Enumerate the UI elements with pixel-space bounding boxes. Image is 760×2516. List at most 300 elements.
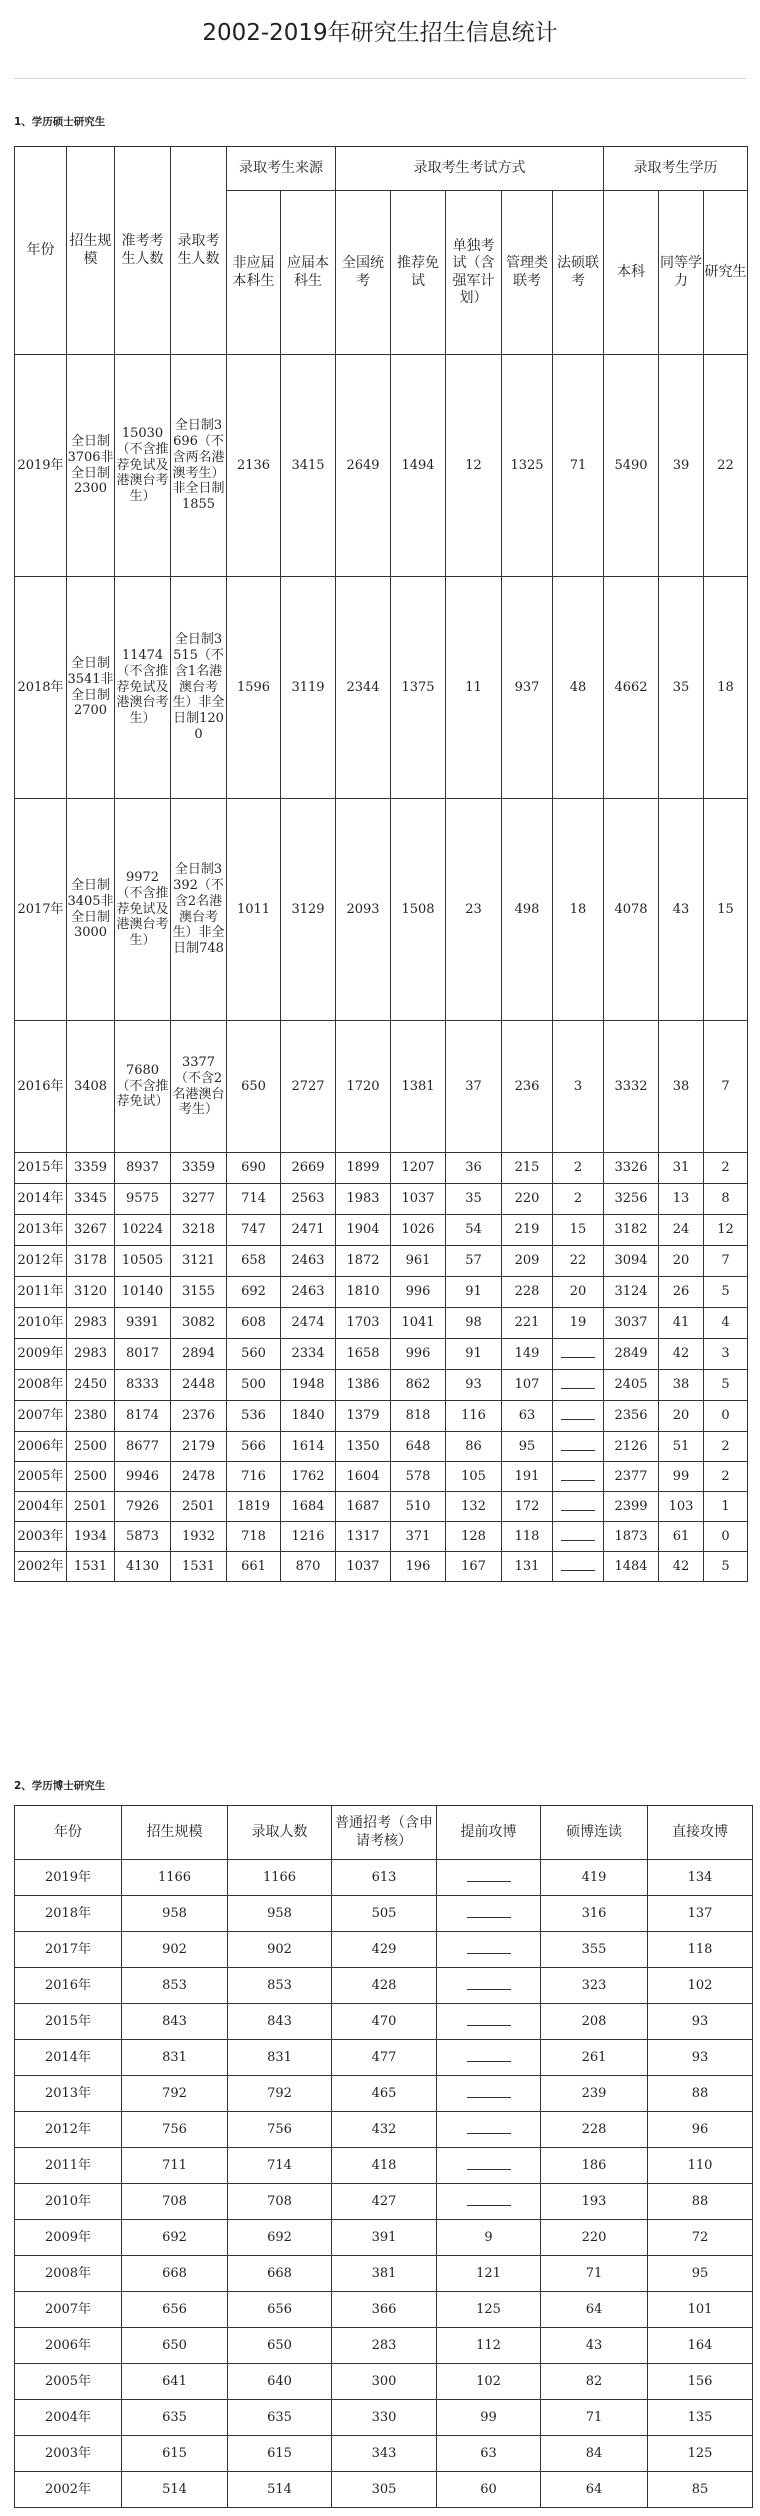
masters-cell-admitted: 2376: [171, 1401, 227, 1432]
masters-cell-year: 2017年: [15, 799, 67, 1021]
masters-cell-equivalent: 26: [659, 1277, 704, 1308]
masters-cell-plan: 3359: [67, 1153, 115, 1184]
masters-cell-separate: 37: [446, 1021, 502, 1153]
masters-cell-separate: 91: [446, 1339, 502, 1370]
doctoral-cell-regular: 305: [332, 2472, 437, 2508]
doctoral-cell-early: 9: [437, 2220, 541, 2256]
masters-cell-non-fresh: 608: [227, 1308, 281, 1339]
masters-cell-management: 209: [502, 1246, 553, 1277]
doctoral-cell-year: 2017年: [15, 1932, 122, 1968]
masters-cell-plan: 3345: [67, 1184, 115, 1215]
masters-cell-graduate: 15: [704, 799, 748, 1021]
masters-cell-year: 2003年: [15, 1522, 67, 1552]
masters-cell-non-fresh: 658: [227, 1246, 281, 1277]
masters-section-title: 1、学历硕士研究生: [14, 116, 106, 128]
masters-cell-fresh: 2474: [281, 1308, 336, 1339]
masters-cell-year: 2004年: [15, 1492, 67, 1522]
doctoral-cell-year: 2011年: [15, 2148, 122, 2184]
doctoral-cell-direct: 102: [648, 1968, 753, 2004]
doctoral-cell-admitted: 708: [228, 2184, 332, 2220]
masters-cell-fresh: 2471: [281, 1215, 336, 1246]
table-row: [15, 2004, 753, 2040]
table-row: [15, 2040, 753, 2076]
masters-cell-separate: 12: [446, 355, 502, 577]
masters-cell-equivalent: 42: [659, 1339, 704, 1370]
masters-cell-non-fresh: 661: [227, 1552, 281, 1582]
masters-cell-separate: 93: [446, 1370, 502, 1401]
doctoral-cell-admitted: 635: [228, 2400, 332, 2436]
masters-cell-bachelor: 3037: [604, 1308, 659, 1339]
masters-cell-unified: 1604: [336, 1462, 391, 1492]
masters-cell-equivalent: 103: [659, 1492, 704, 1522]
table-row: [15, 2328, 753, 2364]
doctoral-cell-regular: 366: [332, 2292, 437, 2328]
masters-header-plan: 招生规模: [67, 147, 115, 355]
masters-cell-admitted: 3359: [171, 1153, 227, 1184]
doctoral-cell-early: [437, 2004, 541, 2040]
doctoral-cell-direct: 118: [648, 1932, 753, 1968]
doctoral-cell-year: 2012年: [15, 2112, 122, 2148]
masters-cell-law: 3: [553, 1021, 604, 1153]
masters-cell-year: 2013年: [15, 1215, 67, 1246]
masters-cell-law: 20: [553, 1277, 604, 1308]
doctoral-cell-admitted: 650: [228, 2328, 332, 2364]
masters-cell-management: 107: [502, 1370, 553, 1401]
masters-cell-year: 2016年: [15, 1021, 67, 1153]
masters-cell-bachelor: 2126: [604, 1432, 659, 1462]
table-row: [15, 1462, 748, 1492]
masters-cell-bachelor: 2405: [604, 1370, 659, 1401]
doctoral-cell-admitted: 853: [228, 1968, 332, 2004]
masters-cell-separate: 57: [446, 1246, 502, 1277]
masters-cell-plan: 2983: [67, 1339, 115, 1370]
masters-cell-year: 2019年: [15, 355, 67, 577]
masters-cell-fresh: 1840: [281, 1401, 336, 1432]
table-row: [15, 2220, 753, 2256]
masters-cell-law: [553, 1401, 604, 1432]
masters-cell-equivalent: 24: [659, 1215, 704, 1246]
masters-cell-plan: 3120: [67, 1277, 115, 1308]
doctoral-cell-year: 2018年: [15, 1896, 122, 1932]
doctoral-cell-successive: 43: [541, 2328, 648, 2364]
doctoral-cell-year: 2015年: [15, 2004, 122, 2040]
doctoral-cell-direct: 164: [648, 2328, 753, 2364]
doctoral-cell-regular: 427: [332, 2184, 437, 2220]
doctoral-cell-plan: 615: [122, 2436, 228, 2472]
masters-cell-separate: 36: [446, 1153, 502, 1184]
masters-cell-equivalent: 99: [659, 1462, 704, 1492]
masters-cell-law: [553, 1370, 604, 1401]
masters-cell-admitted: 全日制3392（不含2名港澳台考生）非全日制748: [171, 799, 227, 1021]
doctoral-section-title: 2、学历博士研究生: [14, 1780, 106, 1792]
doctoral-cell-year: 2005年: [15, 2364, 122, 2400]
masters-cell-management: 1325: [502, 355, 553, 577]
empty-dash: [467, 2089, 511, 2098]
masters-cell-fresh: 1762: [281, 1462, 336, 1492]
empty-dash: [467, 1981, 511, 1990]
masters-cell-bachelor: 3256: [604, 1184, 659, 1215]
masters-header-source-group: 录取考生来源: [227, 147, 336, 191]
masters-cell-applicants: 9972（不含推荐免试及港澳台考生）: [115, 799, 171, 1021]
masters-cell-fresh: 2563: [281, 1184, 336, 1215]
masters-cell-applicants: 9575: [115, 1184, 171, 1215]
masters-header-applicants: 准考考生人数: [115, 147, 171, 355]
doctoral-cell-admitted: 656: [228, 2292, 332, 2328]
masters-header-recommend: 推荐免试: [391, 191, 446, 355]
masters-cell-applicants: 8174: [115, 1401, 171, 1432]
masters-cell-recommend: 1381: [391, 1021, 446, 1153]
masters-cell-year: 2015年: [15, 1153, 67, 1184]
masters-header-separate: 单独考试（含强军计划）: [446, 191, 502, 355]
masters-cell-recommend: 510: [391, 1492, 446, 1522]
doctoral-cell-plan: 853: [122, 1968, 228, 2004]
doctoral-cell-regular: 330: [332, 2400, 437, 2436]
masters-cell-non-fresh: 690: [227, 1153, 281, 1184]
doctoral-cell-plan: 792: [122, 2076, 228, 2112]
masters-cell-applicants: 9391: [115, 1308, 171, 1339]
masters-cell-plan: 全日制3706非全日制2300: [67, 355, 115, 577]
doctoral-cell-regular: 283: [332, 2328, 437, 2364]
masters-cell-bachelor: 3326: [604, 1153, 659, 1184]
doctoral-cell-year: 2004年: [15, 2400, 122, 2436]
table-row: [15, 1552, 748, 1582]
masters-header-management: 管理类联考: [502, 191, 553, 355]
doctoral-header-plan: 招生规模: [122, 1806, 228, 1860]
doctoral-cell-plan: 708: [122, 2184, 228, 2220]
masters-cell-plan: 2380: [67, 1401, 115, 1432]
masters-cell-law: 22: [553, 1246, 604, 1277]
doctoral-cell-admitted: 792: [228, 2076, 332, 2112]
masters-cell-admitted: 2448: [171, 1370, 227, 1401]
masters-cell-graduate: 4: [704, 1308, 748, 1339]
doctoral-cell-regular: 391: [332, 2220, 437, 2256]
masters-cell-bachelor: 3332: [604, 1021, 659, 1153]
empty-dash: [561, 1411, 595, 1420]
table-row: [15, 355, 748, 577]
masters-cell-fresh: 1948: [281, 1370, 336, 1401]
masters-cell-applicants: 7680（不含推荐免试）: [115, 1021, 171, 1153]
doctoral-cell-admitted: 958: [228, 1896, 332, 1932]
table-row: [15, 1277, 748, 1308]
doctoral-cell-regular: 505: [332, 1896, 437, 1932]
masters-cell-graduate: 8: [704, 1184, 748, 1215]
masters-cell-equivalent: 51: [659, 1432, 704, 1462]
masters-cell-management: 118: [502, 1522, 553, 1552]
doctoral-cell-regular: 432: [332, 2112, 437, 2148]
doctoral-cell-plan: 756: [122, 2112, 228, 2148]
top-divider: [14, 78, 746, 79]
doctoral-cell-plan: 958: [122, 1896, 228, 1932]
doctoral-cell-successive: 64: [541, 2292, 648, 2328]
doctoral-cell-early: [437, 2076, 541, 2112]
masters-cell-equivalent: 41: [659, 1308, 704, 1339]
masters-cell-non-fresh: 566: [227, 1432, 281, 1462]
doctoral-cell-early: [437, 1896, 541, 1932]
masters-cell-applicants: 15030（不含推荐免试及港澳台考生）: [115, 355, 171, 577]
doctoral-cell-direct: 137: [648, 1896, 753, 1932]
doctoral-cell-successive: 316: [541, 1896, 648, 1932]
masters-cell-year: 2009年: [15, 1339, 67, 1370]
masters-cell-applicants: 11474（不含推荐免试及港澳台考生）: [115, 577, 171, 799]
masters-cell-separate: 91: [446, 1277, 502, 1308]
table-row: [15, 577, 748, 799]
masters-cell-recommend: 961: [391, 1246, 446, 1277]
doctoral-cell-year: 2006年: [15, 2328, 122, 2364]
masters-cell-separate: 98: [446, 1308, 502, 1339]
table-row: [15, 1968, 753, 2004]
masters-cell-recommend: 1508: [391, 799, 446, 1021]
masters-cell-plan: 3178: [67, 1246, 115, 1277]
empty-dash: [467, 1873, 511, 1882]
masters-cell-recommend: 1494: [391, 355, 446, 577]
table-row: [15, 2256, 753, 2292]
masters-cell-graduate: 7: [704, 1021, 748, 1153]
doctoral-cell-plan: 902: [122, 1932, 228, 1968]
masters-cell-non-fresh: 714: [227, 1184, 281, 1215]
masters-cell-equivalent: 13: [659, 1184, 704, 1215]
doctoral-cell-direct: 93: [648, 2040, 753, 2076]
masters-cell-year: 2012年: [15, 1246, 67, 1277]
doctoral-cell-early: [437, 1968, 541, 2004]
empty-dash: [467, 2125, 511, 2134]
doctoral-cell-admitted: 714: [228, 2148, 332, 2184]
empty-dash: [561, 1562, 595, 1571]
masters-cell-recommend: 1041: [391, 1308, 446, 1339]
empty-dash: [561, 1442, 595, 1451]
masters-cell-admitted: 1531: [171, 1552, 227, 1582]
masters-cell-non-fresh: 692: [227, 1277, 281, 1308]
masters-header-bachelor: 本科: [604, 191, 659, 355]
masters-cell-bachelor: 3182: [604, 1215, 659, 1246]
masters-cell-management: 221: [502, 1308, 553, 1339]
masters-cell-applicants: 9946: [115, 1462, 171, 1492]
masters-cell-recommend: 862: [391, 1370, 446, 1401]
masters-cell-management: 215: [502, 1153, 553, 1184]
masters-cell-non-fresh: 718: [227, 1522, 281, 1552]
doctoral-cell-admitted: 831: [228, 2040, 332, 2076]
doctoral-cell-regular: 613: [332, 1860, 437, 1896]
masters-cell-year: 2010年: [15, 1308, 67, 1339]
masters-cell-plan: 3267: [67, 1215, 115, 1246]
doctoral-cell-year: 2008年: [15, 2256, 122, 2292]
table-row: [15, 2184, 753, 2220]
masters-cell-year: 2014年: [15, 1184, 67, 1215]
masters-cell-separate: 23: [446, 799, 502, 1021]
empty-dash: [467, 2197, 511, 2206]
table-row: [15, 2436, 753, 2472]
masters-cell-bachelor: 3094: [604, 1246, 659, 1277]
table-row: [15, 2148, 753, 2184]
doctoral-cell-direct: 95: [648, 2256, 753, 2292]
masters-cell-separate: 35: [446, 1184, 502, 1215]
table-row: [15, 2292, 753, 2328]
masters-cell-recommend: 818: [391, 1401, 446, 1432]
masters-cell-plan: 1934: [67, 1522, 115, 1552]
doctoral-cell-direct: 156: [648, 2364, 753, 2400]
table-row: [15, 2400, 753, 2436]
doctoral-cell-early: 112: [437, 2328, 541, 2364]
masters-header-method-group: 录取考生考试方式: [336, 147, 604, 191]
masters-cell-law: 2: [553, 1184, 604, 1215]
empty-dash: [467, 1945, 511, 1954]
masters-cell-unified: 1317: [336, 1522, 391, 1552]
doctoral-cell-early: [437, 2184, 541, 2220]
masters-cell-fresh: 3415: [281, 355, 336, 577]
masters-cell-management: 236: [502, 1021, 553, 1153]
masters-cell-unified: 1379: [336, 1401, 391, 1432]
doctoral-cell-admitted: 692: [228, 2220, 332, 2256]
masters-cell-law: [553, 1492, 604, 1522]
masters-cell-recommend: 996: [391, 1277, 446, 1308]
masters-cell-management: 220: [502, 1184, 553, 1215]
doctoral-header-regular: 普通招考（含申请考核）: [332, 1806, 437, 1860]
doctoral-cell-regular: 300: [332, 2364, 437, 2400]
masters-cell-bachelor: 2356: [604, 1401, 659, 1432]
masters-cell-management: 191: [502, 1462, 553, 1492]
doctoral-cell-year: 2019年: [15, 1860, 122, 1896]
doctoral-cell-successive: 239: [541, 2076, 648, 2112]
doctoral-cell-plan: 635: [122, 2400, 228, 2436]
doctoral-header-admitted: 录取人数: [228, 1806, 332, 1860]
doctoral-cell-year: 2003年: [15, 2436, 122, 2472]
doctoral-cell-early: [437, 2112, 541, 2148]
masters-cell-law: 48: [553, 577, 604, 799]
masters-cell-unified: 1037: [336, 1552, 391, 1582]
masters-cell-admitted: 3082: [171, 1308, 227, 1339]
doctoral-cell-early: 121: [437, 2256, 541, 2292]
masters-cell-graduate: 2: [704, 1153, 748, 1184]
doctoral-cell-regular: 343: [332, 2436, 437, 2472]
doctoral-cell-regular: 429: [332, 1932, 437, 1968]
masters-cell-non-fresh: 536: [227, 1401, 281, 1432]
masters-cell-unified: 2093: [336, 799, 391, 1021]
doctoral-cell-successive: 84: [541, 2436, 648, 2472]
masters-cell-separate: 116: [446, 1401, 502, 1432]
masters-cell-bachelor: 1873: [604, 1522, 659, 1552]
masters-cell-recommend: 1026: [391, 1215, 446, 1246]
masters-cell-separate: 105: [446, 1462, 502, 1492]
page-title: 2002-2019年研究生招生信息统计: [202, 20, 558, 46]
masters-cell-unified: 1386: [336, 1370, 391, 1401]
masters-header-edu-group: 录取考生学历: [604, 147, 748, 191]
empty-dash: [467, 2161, 511, 2170]
empty-dash: [561, 1472, 595, 1481]
masters-cell-recommend: 648: [391, 1432, 446, 1462]
masters-cell-non-fresh: 1596: [227, 577, 281, 799]
masters-cell-equivalent: 61: [659, 1522, 704, 1552]
doctoral-cell-direct: 134: [648, 1860, 753, 1896]
masters-cell-non-fresh: 1819: [227, 1492, 281, 1522]
doctoral-cell-plan: 831: [122, 2040, 228, 2076]
masters-cell-fresh: 3129: [281, 799, 336, 1021]
doctoral-header-early: 提前攻博: [437, 1806, 541, 1860]
masters-cell-management: 131: [502, 1552, 553, 1582]
doctoral-cell-early: [437, 2148, 541, 2184]
table-row: [15, 1215, 748, 1246]
masters-cell-applicants: 8937: [115, 1153, 171, 1184]
table-row: [15, 1432, 748, 1462]
masters-cell-admitted: 1932: [171, 1522, 227, 1552]
masters-cell-unified: 1703: [336, 1308, 391, 1339]
masters-cell-separate: 167: [446, 1552, 502, 1582]
masters-cell-separate: 132: [446, 1492, 502, 1522]
masters-header-graduate: 研究生: [704, 191, 748, 355]
doctoral-cell-plan: 843: [122, 2004, 228, 2040]
table-row: [15, 1021, 748, 1153]
masters-cell-bachelor: 5490: [604, 355, 659, 577]
doctoral-cell-successive: 71: [541, 2400, 648, 2436]
doctoral-cell-regular: 381: [332, 2256, 437, 2292]
table-row: [15, 1246, 748, 1277]
masters-cell-non-fresh: 2136: [227, 355, 281, 577]
masters-cell-admitted: 3377（不含2名港澳台考生）: [171, 1021, 227, 1153]
masters-cell-unified: 1720: [336, 1021, 391, 1153]
empty-dash: [467, 2017, 511, 2026]
table-row: [15, 1896, 753, 1932]
doctoral-cell-year: 2014年: [15, 2040, 122, 2076]
masters-cell-graduate: 2: [704, 1432, 748, 1462]
masters-cell-bachelor: 4078: [604, 799, 659, 1021]
doctoral-cell-successive: 228: [541, 2112, 648, 2148]
doctoral-cell-successive: 419: [541, 1860, 648, 1896]
doctoral-cell-regular: 418: [332, 2148, 437, 2184]
masters-cell-graduate: 3: [704, 1339, 748, 1370]
masters-cell-law: [553, 1339, 604, 1370]
doctoral-cell-successive: 193: [541, 2184, 648, 2220]
masters-cell-applicants: 10224: [115, 1215, 171, 1246]
empty-dash: [561, 1349, 595, 1358]
masters-cell-admitted: 2894: [171, 1339, 227, 1370]
masters-cell-applicants: 10140: [115, 1277, 171, 1308]
doctoral-cell-admitted: 640: [228, 2364, 332, 2400]
doctoral-cell-admitted: 668: [228, 2256, 332, 2292]
masters-cell-graduate: 0: [704, 1401, 748, 1432]
masters-cell-equivalent: 43: [659, 799, 704, 1021]
masters-cell-admitted: 2478: [171, 1462, 227, 1492]
masters-cell-bachelor: 1484: [604, 1552, 659, 1582]
doctoral-cell-direct: 88: [648, 2076, 753, 2112]
doctoral-cell-early: 60: [437, 2472, 541, 2508]
masters-cell-non-fresh: 500: [227, 1370, 281, 1401]
masters-cell-management: 63: [502, 1401, 553, 1432]
masters-cell-plan: 2501: [67, 1492, 115, 1522]
masters-cell-graduate: 5: [704, 1370, 748, 1401]
masters-cell-recommend: 578: [391, 1462, 446, 1492]
doctoral-cell-plan: 668: [122, 2256, 228, 2292]
masters-header-equivalent: 同等学力: [659, 191, 704, 355]
doctoral-cell-early: 63: [437, 2436, 541, 2472]
doctoral-header-direct: 直接攻博: [648, 1806, 753, 1860]
masters-cell-management: 149: [502, 1339, 553, 1370]
doctoral-cell-early: [437, 2040, 541, 2076]
doctoral-cell-admitted: 514: [228, 2472, 332, 2508]
masters-cell-graduate: 7: [704, 1246, 748, 1277]
doctoral-cell-regular: 465: [332, 2076, 437, 2112]
masters-cell-applicants: 8677: [115, 1432, 171, 1462]
table-row: [15, 1932, 753, 1968]
doctoral-cell-direct: 110: [648, 2148, 753, 2184]
masters-cell-graduate: 2: [704, 1462, 748, 1492]
masters-cell-management: 937: [502, 577, 553, 799]
masters-cell-admitted: 3121: [171, 1246, 227, 1277]
masters-cell-law: 15: [553, 1215, 604, 1246]
masters-cell-graduate: 1: [704, 1492, 748, 1522]
masters-cell-equivalent: 20: [659, 1246, 704, 1277]
doctoral-cell-admitted: 756: [228, 2112, 332, 2148]
masters-cell-unified: 1904: [336, 1215, 391, 1246]
masters-cell-separate: 128: [446, 1522, 502, 1552]
masters-cell-unified: 1983: [336, 1184, 391, 1215]
